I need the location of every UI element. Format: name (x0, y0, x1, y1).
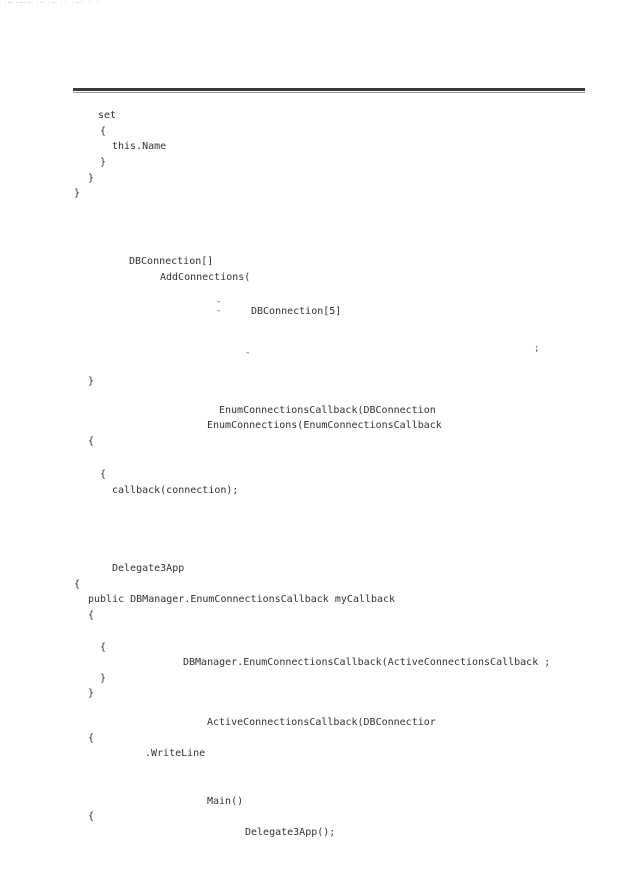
code-line: Main() (207, 796, 244, 807)
code-line: Delegate3App(); (245, 827, 336, 838)
code-line: { (74, 579, 81, 590)
code-line: DBManager.EnumConnectionsCallback(ActiveConnectionsCallback ; (183, 657, 551, 668)
code-line: AddConnections( (160, 272, 251, 283)
code-mark: - (216, 306, 222, 316)
code-mark: ; (534, 344, 540, 354)
code-line: Delegate3App (112, 563, 185, 574)
code-mark: - (216, 297, 222, 307)
code-line: EnumConnections(EnumConnectionsCallback (207, 420, 442, 431)
code-line: DBConnection[] (129, 256, 214, 267)
code-line: } (74, 188, 81, 199)
header-specks: ·—·——·— ·— ·— ·· ·—· · · (4, 0, 101, 6)
code-line: { (100, 642, 107, 653)
code-line: { (100, 126, 107, 137)
code-line: { (88, 733, 95, 744)
code-line: callback(connection); (112, 485, 239, 496)
header-rule-thin (73, 92, 585, 93)
code-line: { (100, 469, 107, 480)
code-line: { (88, 811, 95, 822)
code-line: ActiveConnectionsCallback(DBConnectior (207, 717, 436, 728)
code-line: } (88, 688, 95, 699)
code-line: } (100, 673, 107, 684)
code-line: EnumConnectionsCallback(DBConnection (219, 405, 436, 416)
code-line: .WriteLine (145, 748, 206, 759)
code-line: } (88, 173, 95, 184)
header-rule (73, 88, 585, 91)
code-mark: - (245, 348, 251, 358)
code-line: this.Name (112, 141, 167, 152)
code-line: set (98, 110, 117, 121)
code-line: } (88, 376, 95, 387)
code-line: { (88, 610, 95, 621)
code-line: } (100, 157, 107, 168)
code-line: { (88, 436, 95, 447)
code-line: DBConnection[5] (251, 306, 342, 317)
code-line: public DBManager.EnumConnectionsCallback myCallback (88, 594, 396, 605)
